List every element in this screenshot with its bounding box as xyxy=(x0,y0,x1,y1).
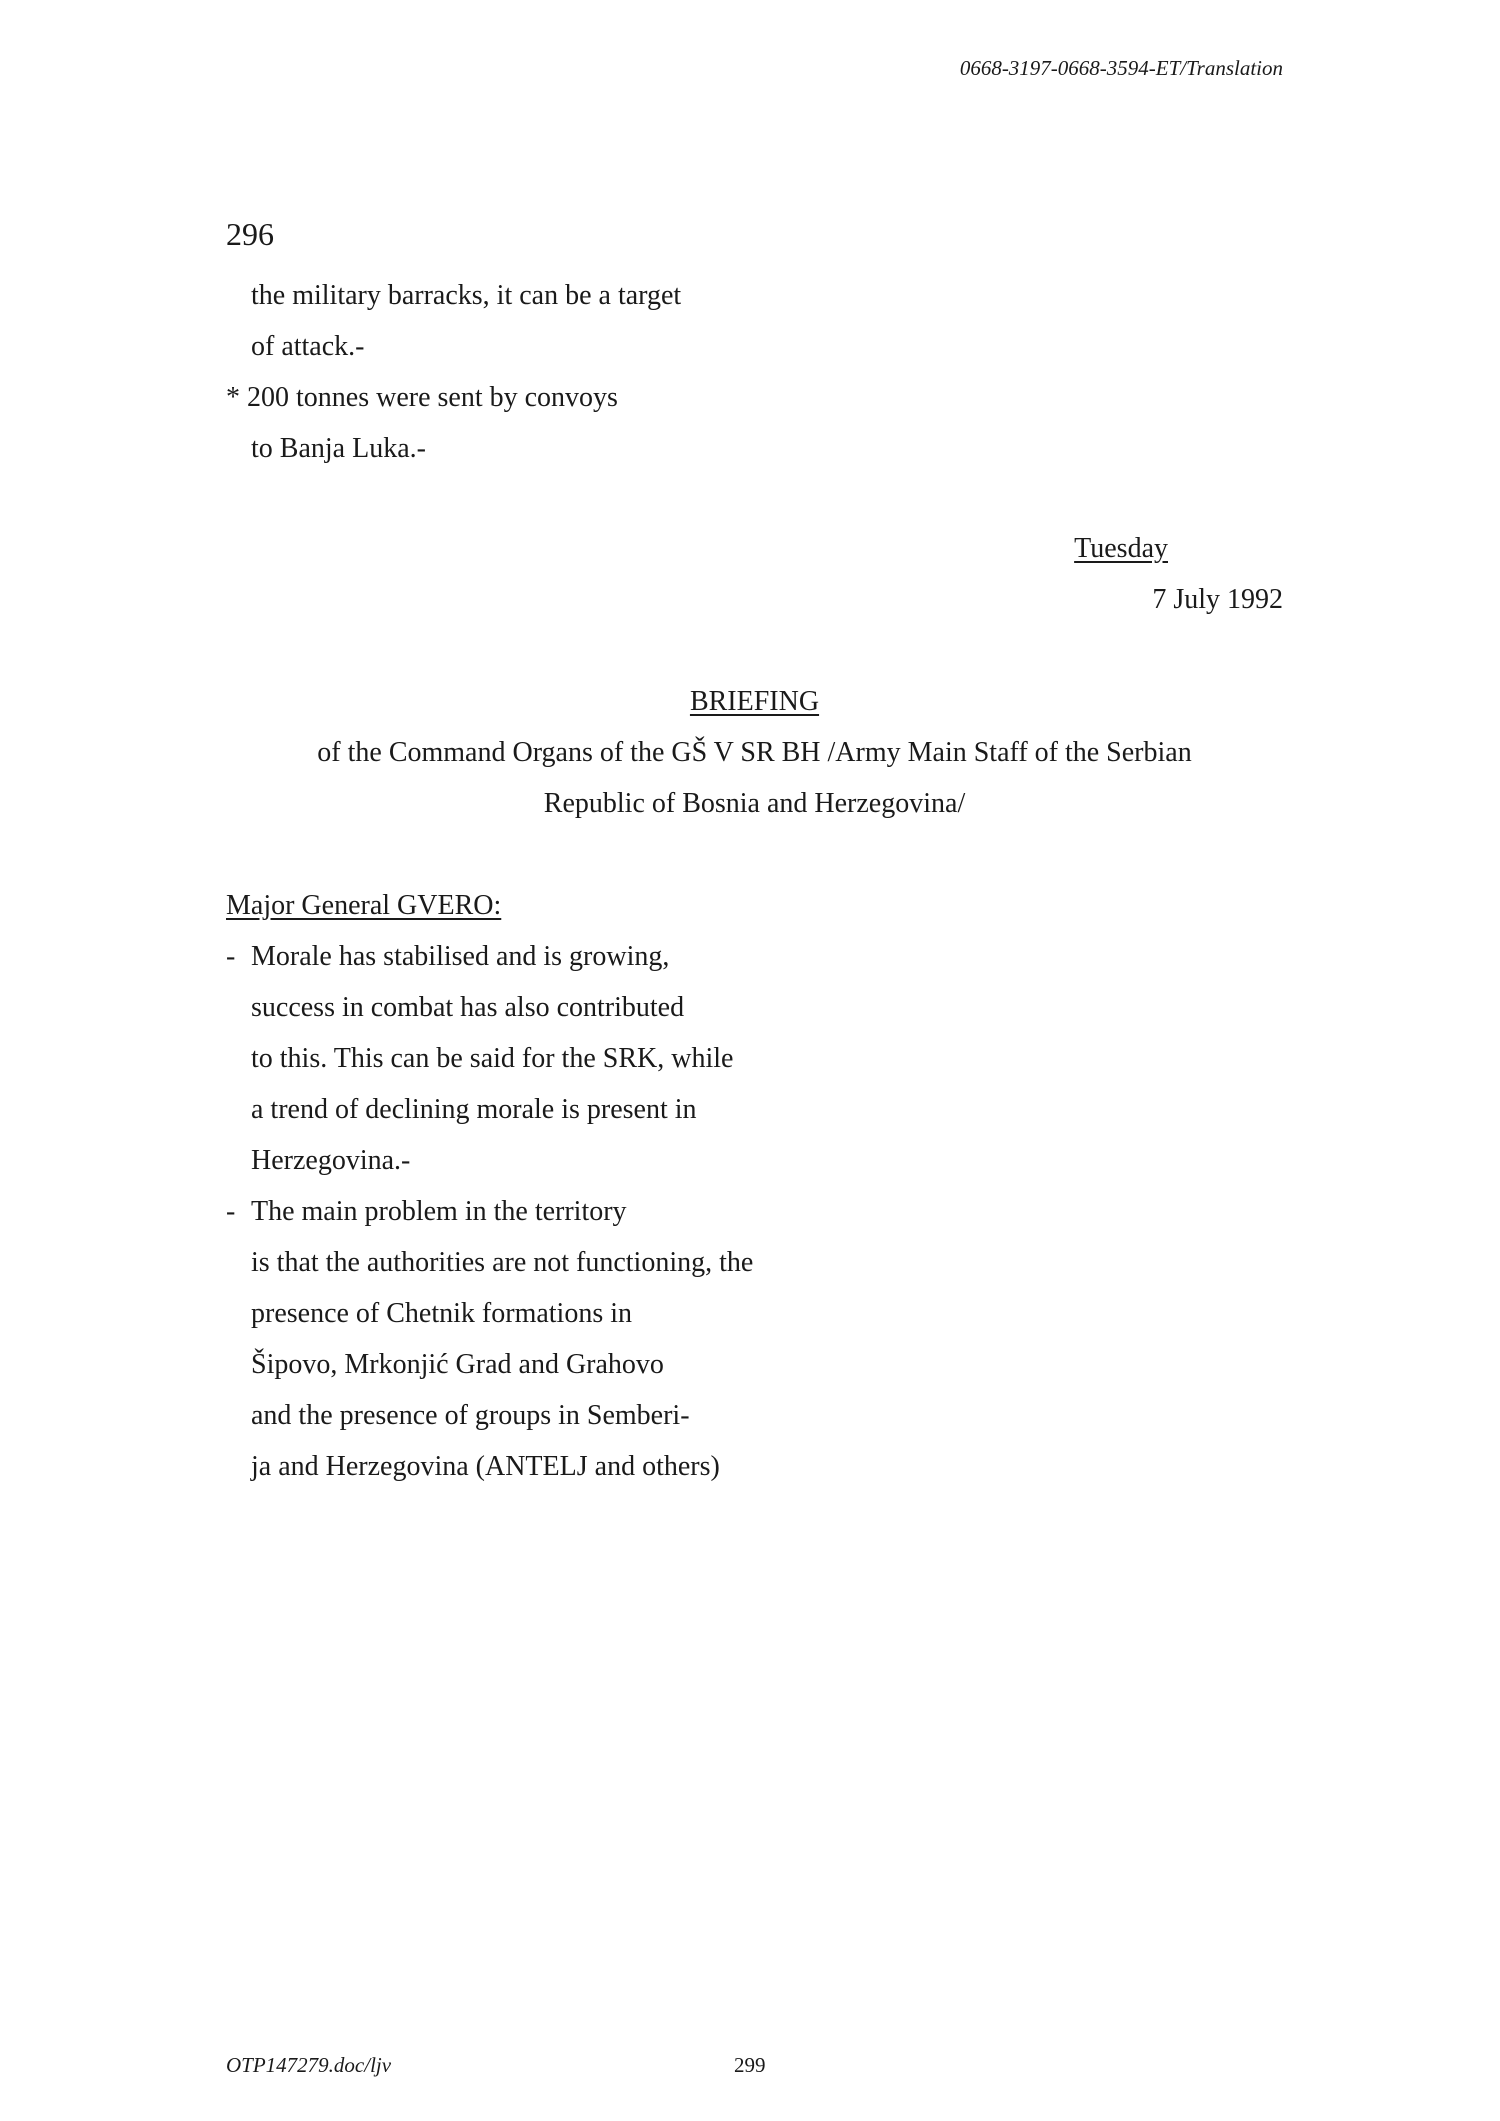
item-text: Morale has stabilised and is growing, xyxy=(251,941,670,972)
item-text: a trend of declining morale is present in xyxy=(251,1094,697,1125)
item-text: to this. This can be said for the SRK, while xyxy=(251,1043,734,1074)
briefing-subtitle-line1: of the Command Organs of the GŠ V SR BH /Army Main Staff of the Serbian xyxy=(317,737,1192,768)
item-text: and the presence of groups in Semberi- xyxy=(251,1400,690,1431)
dash-marker: - xyxy=(226,1196,236,1227)
briefing-subtitle-line2: Republic of Bosnia and Herzegovina/ xyxy=(543,788,966,819)
date-full: 7 July 1992 xyxy=(1152,584,1283,615)
bullet-line xyxy=(226,372,681,423)
speaker-section xyxy=(226,880,753,1492)
item-text: success in combat has also contributed xyxy=(251,992,685,1023)
list-item xyxy=(226,931,753,1186)
dash-marker: - xyxy=(226,941,236,972)
bullet-text: 200 tonnes were sent by convoys xyxy=(247,382,618,413)
text-line: to Banja Luka.- xyxy=(251,433,426,464)
item-text: Šipovo, Mrkonjić Grad and Grahovo xyxy=(251,1349,664,1380)
day-of-week: Tuesday xyxy=(1074,533,1168,564)
original-page-number: 296 xyxy=(226,216,274,252)
briefing-heading xyxy=(226,676,1283,829)
list-item xyxy=(226,1186,753,1492)
footer-page-number: 299 xyxy=(734,2053,766,2077)
item-text: ja and Herzegovina (ANTELJ and others) xyxy=(251,1451,720,1482)
item-text: Herzegovina.- xyxy=(251,1145,411,1176)
text-line: of attack.- xyxy=(251,331,365,362)
speaker-name: Major General GVERO: xyxy=(226,890,502,921)
continuation-block xyxy=(226,270,681,474)
item-text: is that the authorities are not functioning, the xyxy=(251,1247,754,1278)
footer-filename: OTP147279.doc/ljv xyxy=(226,2053,392,2077)
briefing-title: BRIEFING xyxy=(689,686,820,717)
item-text: presence of Chetnik formations in xyxy=(251,1298,633,1329)
document-reference: 0668-3197-0668-3594-ET/Translation xyxy=(959,56,1283,80)
item-text: The main problem in the territory xyxy=(251,1196,627,1227)
bullet-marker: * xyxy=(226,382,247,413)
text-line: the military barracks, it can be a target xyxy=(251,280,682,311)
date-block xyxy=(1054,523,1283,625)
